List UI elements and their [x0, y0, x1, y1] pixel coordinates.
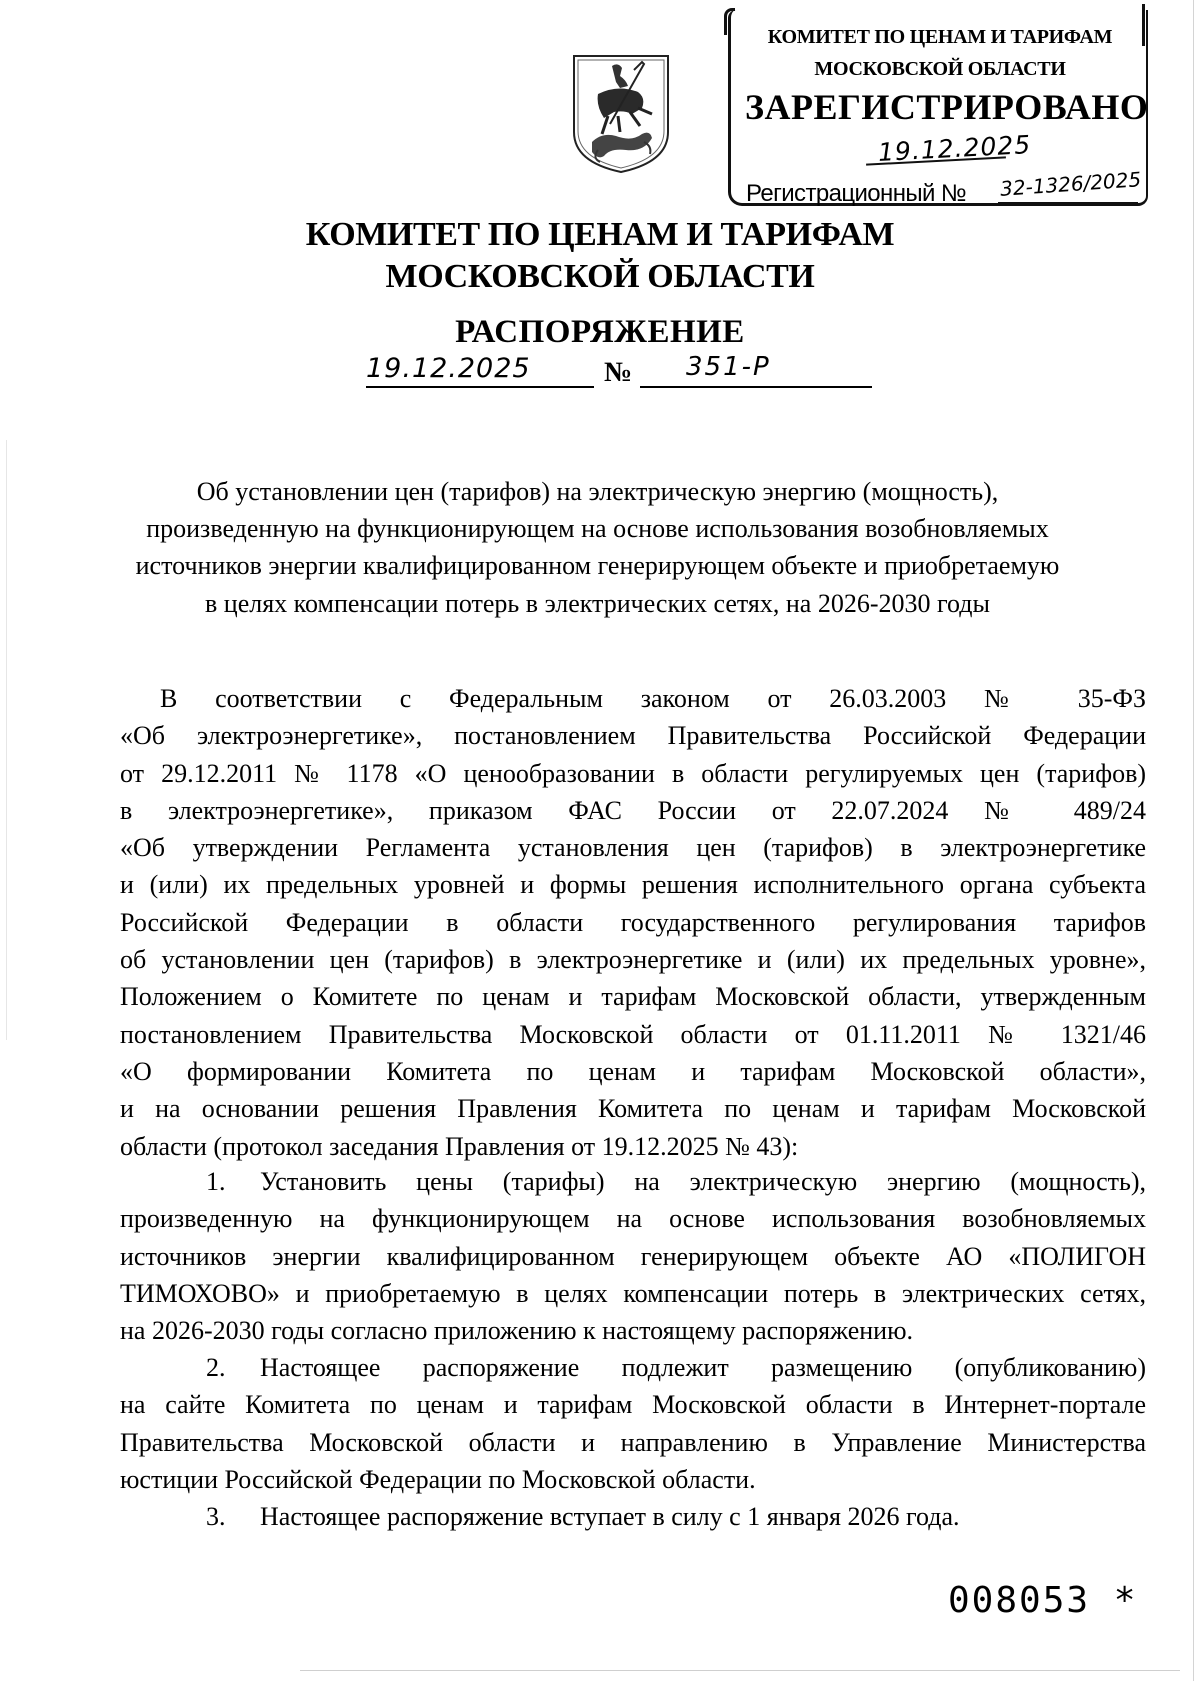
- document-serial-number: 008053 *: [948, 1580, 1138, 1621]
- title-line: произведенную на функционирующем на основе использования возобновляемых: [146, 514, 1049, 544]
- text-line: ТИМОХОВО» и приобретаемую в целях компенсации потерь в электрических сетях,: [120, 1278, 1146, 1308]
- stamp-reg-underline: [998, 202, 1138, 204]
- text-line: на 2026-2030 годы согласно приложению к настоящему распоряжению.: [120, 1316, 913, 1346]
- text-line: и (или) их предельных уровней и формы решения исполнительного органа субъекта: [120, 870, 1146, 900]
- text-line: в электроэнергетике», приказом ФАС России от 22.07.2024 № 489/24: [120, 795, 1146, 825]
- preamble-paragraph: [120, 680, 1146, 1165]
- order-number-sign: №: [604, 357, 633, 388]
- text-line: юстиции Российской Федерации по Московской области.: [120, 1464, 756, 1494]
- order-item-2: [120, 1349, 1146, 1498]
- text-line: произведенную на функционирующем на основе использования возобновляемых: [120, 1204, 1146, 1234]
- title-line: Об установлении цен (тарифов) на электрическую энергию (мощность),: [196, 477, 999, 506]
- stamp-corner: [1142, 4, 1145, 46]
- item-first-line: [120, 1349, 1146, 1386]
- scan-edge-left: [6, 440, 7, 1040]
- stamp-status: ЗАРЕГИСТРИРОВАНО: [745, 87, 1149, 127]
- text-line: В соответствии с Федеральным законом от 26.03.2003 № 35-ФЗ: [160, 684, 1146, 713]
- order-date-underline: [366, 386, 594, 388]
- item-number: 2.: [206, 1353, 226, 1382]
- order-number-underline: [640, 386, 872, 388]
- item-first-line: [120, 1498, 1146, 1535]
- text-line: на сайте Комитета по ценам и тарифам Московской области в Интернет-портале: [120, 1390, 1146, 1420]
- committee-region: МОСКОВСКОЙ ОБЛАСТИ: [385, 258, 815, 295]
- text-line: Положением о Комитете по ценам и тарифам Московской области, утвержденным: [120, 982, 1146, 1012]
- order-number: 351-Р: [686, 352, 771, 382]
- stamp-reg-number: 32-1326/2025: [999, 167, 1142, 201]
- text-line: Российской Федерации в области государственного регулирования тарифов: [120, 907, 1146, 937]
- order-date: 19.12.2025: [366, 353, 531, 384]
- item-number: 1.: [206, 1167, 226, 1196]
- text-line: Правительства Московской области и направлению в Управление Министерства: [120, 1427, 1146, 1457]
- title-line: в целях компенсации потерь в электрических сетях, на 2026-2030 годы: [205, 588, 990, 618]
- text-line: «Об электроэнергетике», постановлением Правительства Российской Федерации: [120, 721, 1146, 751]
- text-line: области (протокол заседания Правления от 19.12.2025 № 43):: [120, 1131, 799, 1161]
- committee-name: КОМИТЕТ ПО ЦЕНАМ И ТАРИФАМ: [305, 216, 895, 253]
- text-line: источников энергии квалифицированном генерирующем объекте АО «ПОЛИГОН: [120, 1241, 1146, 1271]
- stamp-org-line: КОМИТЕТ ПО ЦЕНАМ И ТАРИФАМ: [767, 26, 1113, 48]
- item-first-line: [120, 1163, 1146, 1200]
- text-line: постановлением Правительства Московской области от 01.11.2011 № 1321/46: [120, 1019, 1146, 1049]
- order-item-1: [120, 1163, 1146, 1349]
- item-text: Настоящее распоряжение вступает в силу с 1 января 2026 года.: [260, 1502, 960, 1531]
- text-line: «Об утверждении Регламента установления цен (тарифов) в электроэнергетике: [120, 833, 1146, 863]
- text-line: «О формировании Комитета по ценам и тарифам Московской области»,: [120, 1056, 1146, 1086]
- item-number: 3.: [206, 1502, 226, 1531]
- document-type: РАСПОРЯЖЕНИЕ: [455, 314, 745, 350]
- text-line: и на основании решения Правления Комитета по ценам и тарифам Московской: [120, 1094, 1146, 1124]
- document-title: [120, 473, 1075, 622]
- scan-edge-bottom: [300, 1670, 1180, 1671]
- text-line: от 29.12.2011 № 1178 «О ценообразовании в области регулируемых цен (тарифов): [120, 758, 1146, 788]
- stamp-reg-label: Регистрационный №: [746, 180, 967, 207]
- stamp-corner: [724, 8, 735, 35]
- title-line: источников энергии квалифицированном генерирующем объекте и приобретаемую: [135, 551, 1060, 581]
- item-text: Настоящее распоряжение подлежит размещению (опубликованию): [260, 1353, 1146, 1382]
- coat-of-arms-emblem: [568, 50, 674, 174]
- stamp-date: 19.12.2025: [877, 130, 1032, 167]
- item-text: Установить цены (тарифы) на электрическую энергию (мощность),: [260, 1167, 1146, 1196]
- stamp-org-line: МОСКОВСКОЙ ОБЛАСТИ: [814, 58, 1066, 80]
- text-line: об установлении цен (тарифов) в электроэнергетике и (или) их предельных уровне»,: [120, 945, 1146, 975]
- order-item-3: [120, 1498, 1146, 1535]
